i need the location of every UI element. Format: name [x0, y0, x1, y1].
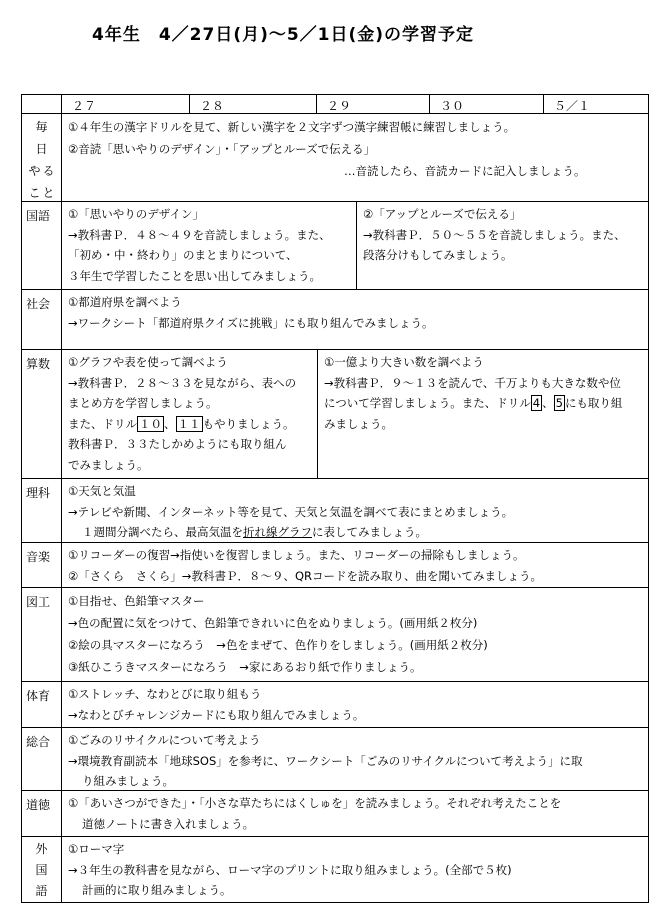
text-line: →テレビや新聞、インターネット等を見て、天気と気温を調べて表にまとめましょう。	[68, 504, 514, 519]
drill-number-box: １０	[139, 416, 162, 431]
text-line: →教科書Ｐ．２８～３３を見ながら、表への	[68, 375, 297, 390]
underlined-term: 折れ線グラフ	[243, 525, 312, 539]
label-char: る	[42, 164, 55, 178]
text-span: １週間分調べたら、最高気温を	[82, 525, 243, 539]
subject-label: 理科	[22, 479, 62, 542]
text-line: →教科書Ｐ．４８～４９を音読しましょう。また、	[68, 227, 331, 242]
subject-label: 体育	[22, 682, 62, 727]
text-line: →色の配置に気をつけて、色鉛筆できれいに色をぬりましょう。(画用紙２枚分)	[68, 616, 478, 630]
sogo-content	[62, 728, 648, 790]
gaikokugo-content	[62, 837, 648, 902]
subject-label: 算数	[22, 350, 62, 478]
text-line	[68, 522, 648, 542]
text-line: ①天気と気温	[68, 484, 136, 498]
date-cells	[62, 95, 648, 113]
subject-label: 社会	[22, 290, 62, 349]
text-line: 段落分けもしてみましょう。	[363, 248, 513, 262]
text-line: り組みましょう。	[82, 774, 174, 788]
text-line: 「初め・中・終わり」のまとまりについて、	[68, 248, 298, 262]
text-line: ①ごみのリサイクルについて考えよう	[68, 733, 261, 747]
label-char: 外	[35, 842, 48, 856]
kokugo-left	[62, 202, 356, 289]
label-char: 語	[35, 884, 48, 898]
date-cell: ２８	[189, 95, 316, 113]
taiiku-content	[62, 682, 648, 727]
kokugo-right	[356, 202, 648, 289]
text-span: にも取り組	[564, 396, 623, 410]
label-char: 国	[35, 863, 48, 877]
label-char: 日	[35, 142, 48, 156]
text-line: ①「あいさつができた」・「小さな草たちにはくしゅを」を読みましょう。それぞれ考えたことを	[68, 796, 562, 810]
text-line: →ワークシート「都道府県クイズに挑戦」にも取り組んでみましょう。	[68, 315, 434, 330]
text-line: ①目指せ、色鉛筆マスター	[68, 594, 205, 608]
ongaku-row	[22, 542, 648, 587]
page-title: 4年生 4／27日(月)～5／1日(金)の学習予定	[92, 25, 475, 45]
drill-number-box: １１	[177, 416, 201, 431]
text-line: ①ストレッチ、なわとびに取り組もう	[68, 687, 262, 701]
gaikokugo-row	[22, 836, 648, 902]
zuko-row	[22, 587, 648, 681]
text-span: また、ドリル	[68, 416, 137, 431]
date-cell: ２７	[72, 99, 97, 113]
kokugo-content	[62, 202, 648, 289]
text-line: 計画的に取り組みましょう。	[82, 883, 232, 897]
text-line: →教科書Ｐ．５０～５５を音読しましょう。また、	[363, 227, 626, 242]
text-line: 教科書Ｐ．３３たしかめようにも取り組ん	[68, 437, 287, 451]
text-line: ①４年生の漢字ドリルを見て、新しい漢字を２文字ずつ漢字練習帳に練習しましょう。	[68, 120, 516, 134]
zuko-content	[62, 588, 648, 681]
text-span: について学習しましょう。また、ドリル	[324, 396, 531, 410]
sansu-right	[317, 350, 648, 478]
label-char: こ	[28, 186, 41, 200]
text-line: ①ローマ字	[68, 842, 125, 856]
text-line: ①一億より大きい数を調べよう	[324, 355, 484, 369]
schedule-table	[21, 94, 649, 903]
sansu-content	[62, 350, 648, 478]
sansu-row	[22, 349, 648, 478]
label-char: と	[42, 186, 55, 200]
taiiku-row	[22, 681, 648, 727]
date-row-label	[22, 95, 62, 113]
text-line: →教科書Ｐ．９～１３を読んで、千万よりも大きな数や位	[324, 375, 621, 390]
text-line	[68, 414, 317, 435]
ongaku-content	[62, 543, 648, 587]
date-cell: ２９	[316, 95, 429, 113]
drill-number-box: 5	[555, 396, 563, 410]
text-line: →３年生の教科書を見ながら、ローマ字のプリントに取り組みましょう。(全部で５枚)	[68, 862, 512, 877]
daily-label	[22, 114, 62, 201]
text-line: ３年生で学習したことを思い出してみましょう。	[68, 268, 321, 283]
gaikokugo-label	[22, 837, 62, 902]
text-line: …音読したら、音読カードに記入しましょう。	[344, 164, 586, 178]
text-line: ①グラフや表を使って調べよう	[68, 355, 228, 369]
text-line: →環境教育副読本「地球SOS」を参考に、ワークシート「ごみのリサイクルについて考えよう」に取	[68, 753, 583, 768]
text-line: ②音読「思いやりのデザイン」・「アップとルーズで伝える」	[68, 142, 376, 156]
text-span: もやりましょう。	[202, 416, 295, 431]
text-span: 、	[542, 396, 554, 410]
text-line: まとめ方を学習しましょう。	[68, 396, 218, 410]
text-line: ①「思いやりのデザイン」	[68, 207, 205, 221]
text-line: 道徳ノートに書き入れましょう。	[82, 816, 255, 831]
text-line: ①リコーダーの復習→指使いを復習しましょう。また、リコーダーの掃除もしましょう。	[68, 548, 525, 562]
text-span: に表してみましょう。	[312, 525, 427, 539]
dotoku-row	[22, 790, 648, 836]
text-line: ②「さくら さくら」→教科書Ｐ．８～９、QRコードを読み取り、曲を聞いてみましょう。	[68, 568, 542, 583]
shakai-content	[62, 290, 648, 349]
subject-label: 国語	[22, 202, 62, 289]
text-line: ②絵の具マスターになろう →色をまぜて、色作りをしましょう。(画用紙２枚分)	[68, 638, 488, 652]
subject-label: 音楽	[22, 543, 62, 587]
text-line	[324, 393, 648, 414]
subject-label: 道徳	[22, 791, 62, 836]
shakai-row	[22, 289, 648, 349]
text-line: ③紙ひこうきマスターになろう →家にあるおり紙で作りましょう。	[68, 660, 422, 674]
kokugo-row	[22, 201, 648, 289]
text-line: ①都道府県を調べよう	[68, 295, 182, 309]
label-char: 毎	[35, 120, 48, 134]
sogo-row	[22, 727, 648, 790]
subject-label: 総合	[22, 728, 62, 790]
rika-content	[62, 479, 648, 542]
sansu-left	[62, 350, 317, 478]
subject-label: 図工	[22, 588, 62, 681]
text-line: でみましょう。	[68, 457, 149, 472]
daily-content	[62, 114, 648, 201]
date-cell: ３０	[429, 95, 543, 113]
label-char: や	[28, 164, 41, 178]
date-cell: ５／１	[543, 95, 648, 113]
text-line: →なわとびチャレンジカードにも取り組んでみましょう。	[68, 707, 365, 722]
text-line: ②「アップとルーズで伝える」	[363, 207, 522, 221]
date-row	[22, 95, 648, 113]
text-line: みましょう。	[324, 416, 393, 431]
daily-row	[22, 113, 648, 201]
rika-row	[22, 478, 648, 542]
dotoku-content	[62, 791, 648, 836]
drill-number-box: 4	[532, 396, 541, 410]
text-span: 、	[164, 416, 176, 431]
